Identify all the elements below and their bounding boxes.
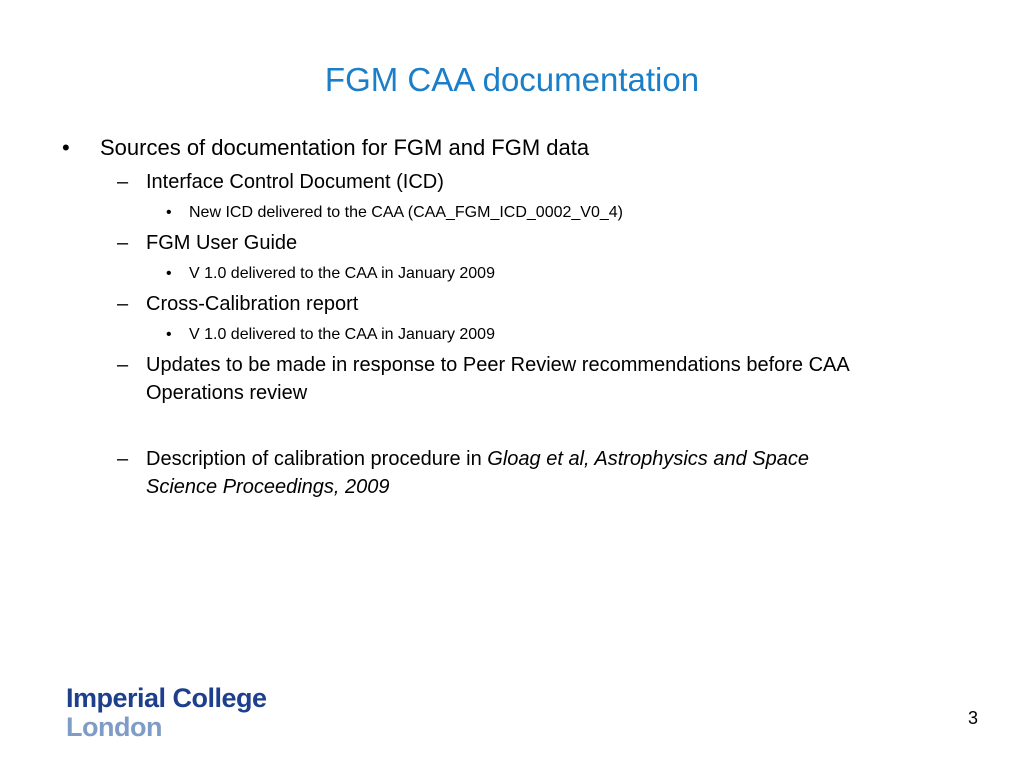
- sub-bullet-marker: •: [166, 204, 172, 221]
- description-citation-part2: Science Proceedings, 2009: [146, 476, 390, 498]
- dash-marker: –: [117, 171, 129, 193]
- sub-bullet-marker: •: [166, 326, 172, 343]
- subsubitem-guide-version: V 1.0 delivered to the CAA in January 2009: [189, 265, 495, 282]
- imperial-college-logo: [66, 684, 267, 742]
- logo-line2: London: [66, 712, 162, 742]
- subitem-cross-calibration: Cross-Calibration report: [146, 293, 359, 315]
- subitem-updates-line2: Operations review: [146, 382, 308, 404]
- dash-marker: –: [117, 232, 129, 254]
- description-prefix: Description of calibration procedure in: [146, 448, 488, 470]
- description-citation-part1: Gloag et al, Astrophysics and Space: [487, 448, 809, 470]
- dash-marker: –: [117, 354, 129, 376]
- subsubitem-cross-version: V 1.0 delivered to the CAA in January 2009: [189, 326, 495, 343]
- dash-marker: –: [117, 293, 129, 315]
- subsubitem-icd-new: New ICD delivered to the CAA (CAA_FGM_ICD_0002_V0_4): [189, 204, 623, 221]
- bullet-sources: Sources of documentation for FGM and FGM data: [100, 135, 590, 160]
- logo-line1: Imperial College: [66, 683, 267, 713]
- dash-marker: –: [117, 448, 129, 470]
- subitem-user-guide: FGM User Guide: [146, 232, 298, 254]
- subitem-updates-line1: Updates to be made in response to Peer Review recommendations before CAA: [146, 354, 850, 376]
- slide-title: FGM CAA documentation: [324, 61, 700, 98]
- subitem-description-line1: [146, 445, 809, 473]
- page-number: 3: [967, 708, 978, 728]
- bullet-marker: •: [62, 135, 70, 160]
- subitem-icd: Interface Control Document (ICD): [146, 171, 444, 193]
- sub-bullet-marker: •: [166, 265, 172, 282]
